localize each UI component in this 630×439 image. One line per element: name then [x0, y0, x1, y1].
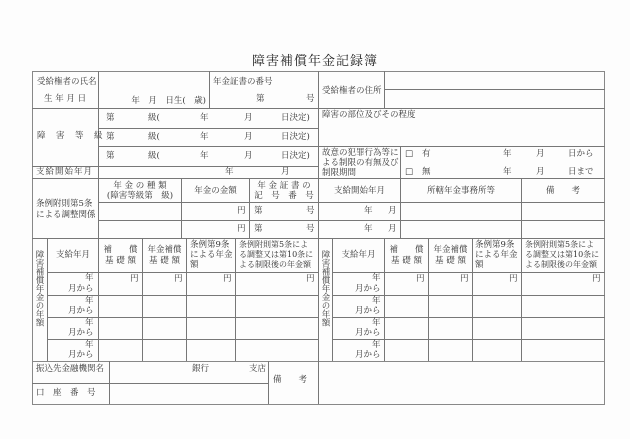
- address-field-line1[interactable]: [386, 72, 602, 88]
- restriction-no-label: 無: [422, 167, 431, 177]
- col-remarks: 備 考: [545, 186, 580, 196]
- bank-remarks-label: 備 考: [273, 375, 308, 385]
- col-art9-r: 条例第9条: [475, 240, 515, 250]
- col-comp-base-r: 補 償: [389, 245, 424, 255]
- address-label: 受給権者の住所: [322, 86, 382, 96]
- start-label: 支給開始年月: [36, 167, 94, 177]
- birthdate-label: 生 年 月 日: [44, 94, 87, 104]
- annual-side-label-left: 障害補償年金の年額: [34, 250, 44, 327]
- bank-suffix: 銀行: [192, 364, 210, 374]
- col-cert-number: 年 金 証 書 の: [257, 181, 311, 191]
- col-start: 支給開始年月: [333, 186, 385, 196]
- restriction-label-3: 制限期間: [322, 168, 357, 178]
- birthdate-value[interactable]: 年 月 日生( 歳): [131, 96, 206, 106]
- start-tsuki: 月: [281, 167, 290, 177]
- address-field-line2[interactable]: [386, 90, 602, 106]
- account-number-label: 口 座 番 号: [36, 388, 96, 398]
- col-pay-month: 支給年月: [55, 250, 90, 260]
- restriction-label-1: 故意の犯罪行為等に: [322, 148, 399, 158]
- restriction-label-2: よる制限の有無及び: [322, 158, 399, 168]
- form-title: 障害補償年金記録簿: [251, 54, 378, 69]
- certificate-dai: 第: [256, 94, 265, 104]
- col-art5: 条例附則第5条によ: [239, 240, 309, 249]
- adjustment-label-2: による調整関係: [36, 210, 96, 220]
- branch-suffix: 支店: [249, 364, 267, 374]
- bank-remarks-field[interactable]: [320, 362, 603, 403]
- col-pension-amount: 年金の金額: [194, 186, 237, 196]
- restriction-yes-label: 有: [422, 149, 431, 159]
- start-nen: 年: [225, 167, 234, 177]
- col-art5-r: 条例附則第5条によ: [525, 240, 595, 249]
- col-pension-base: 年金補償: [147, 245, 182, 255]
- recipient-name-field[interactable]: [99, 72, 208, 88]
- certificate-number-label: 年金証書の番号: [213, 77, 273, 87]
- col-pension-type: 年 金 の 種 類: [113, 181, 167, 191]
- grade-label: 障 害 等 級: [37, 131, 104, 141]
- injury-part-field[interactable]: [320, 122, 602, 144]
- col-office: 所轄年金事務所等: [426, 186, 495, 196]
- col-art9: 条例第9条: [190, 240, 230, 250]
- col-comp-base: 補 償: [103, 245, 138, 255]
- account-number-field[interactable]: [111, 384, 267, 403]
- bank-name-label: 振込先金融機関名: [36, 364, 105, 374]
- injury-part-label: 障害の部位及びその程度: [322, 110, 416, 120]
- adjustment-label-1: 条例附則第5条: [36, 199, 93, 209]
- annual-side-label-right: 障害補償年金の年額: [320, 250, 330, 327]
- restriction-no-checkbox[interactable]: □: [405, 167, 414, 177]
- restriction-yes-checkbox[interactable]: □: [405, 149, 414, 159]
- col-pay-month-r: 支給年月: [341, 250, 376, 260]
- certificate-go: 号: [306, 94, 315, 104]
- bank-name-field[interactable]: [111, 362, 189, 382]
- recipient-name-label: 受給権者の氏名: [37, 77, 97, 87]
- col-pension-base-r: 年金補償: [433, 245, 468, 255]
